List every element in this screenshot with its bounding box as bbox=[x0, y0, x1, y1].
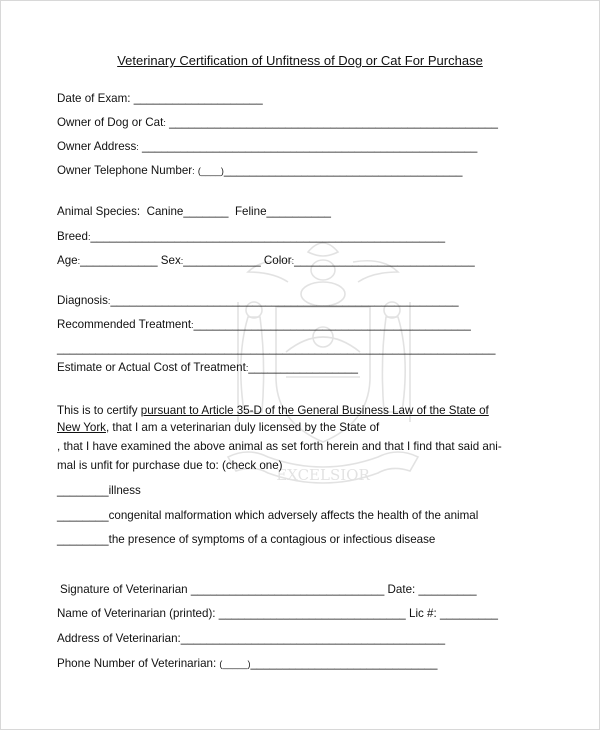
option-contagious-checkbox[interactable]: ________ bbox=[57, 533, 109, 546]
certification-line-4: mal is unfit for purchase due to: (check one) bbox=[57, 459, 283, 472]
option-contagious bbox=[57, 533, 435, 547]
sex-field[interactable]: ____________ bbox=[183, 254, 261, 267]
animal-species-label: Animal Species: bbox=[57, 205, 141, 218]
owner-address-label: Owner Address bbox=[57, 140, 137, 153]
signature-field[interactable]: ______________________________ bbox=[190, 583, 385, 596]
cost-label: Estimate or Actual Cost of Treatment bbox=[57, 361, 246, 374]
owner-phone-label: Owner Telephone Number bbox=[57, 164, 193, 177]
owner-address-row: Owner Address: ____________________________________________________ bbox=[57, 140, 478, 153]
treatment-line-2-field[interactable]: ____________________________________________________________________ bbox=[57, 342, 496, 355]
animal-species-row bbox=[57, 205, 331, 219]
owner-field[interactable]: ___________________________________________________ bbox=[169, 116, 498, 129]
option-congenital-label: congenital malformation which adversely affects the health of the animal bbox=[108, 509, 479, 522]
color-field[interactable]: ____________________________ bbox=[294, 254, 475, 267]
certification-line-2: New York, that I am a veterinarian duly licensed by the State of bbox=[57, 421, 380, 434]
owner-phone-row: Owner Telephone Number: (____)_____________________________________ bbox=[57, 164, 463, 177]
recommended-treatment-label: Recommended Treatment bbox=[57, 318, 192, 331]
vet-name-row bbox=[57, 607, 498, 621]
date-field[interactable]: _________ bbox=[418, 583, 477, 596]
owner-row: Owner of Dog or Cat: ___________________________________________________ bbox=[57, 116, 498, 129]
certification-line-3: , that I have examined the above animal as set forth herein and that I find that said ani- bbox=[57, 440, 502, 453]
diagnosis-label: Diagnosis bbox=[57, 294, 108, 307]
canine-label: Canine bbox=[146, 205, 184, 218]
license-label: Lic #: bbox=[409, 607, 437, 620]
vet-phone-field[interactable]: _____________________________ bbox=[250, 657, 438, 670]
recommended-treatment-row: Recommended Treatment:___________________________________________ bbox=[57, 318, 471, 331]
date-of-exam-label: Date of Exam: bbox=[57, 92, 131, 105]
age-sex-color-row: Age:____________ Sex:____________ Color:____________________________ bbox=[57, 254, 475, 267]
diagnosis-field[interactable]: ______________________________________________________ bbox=[110, 294, 459, 307]
owner-phone-area-code-field[interactable]: (____) bbox=[197, 166, 224, 176]
recommended-treatment-field[interactable]: ___________________________________________ bbox=[193, 318, 471, 331]
diagnosis-row: Diagnosis:______________________________________________________ bbox=[57, 294, 459, 307]
feline-label: Feline bbox=[234, 205, 267, 218]
feline-field[interactable]: __________ bbox=[266, 205, 331, 218]
state-reference: New York bbox=[57, 421, 106, 434]
treatment-line-2-row bbox=[57, 342, 495, 356]
vet-address-row bbox=[57, 632, 445, 646]
age-label: Age bbox=[57, 254, 78, 267]
vet-address-field[interactable]: _________________________________________ bbox=[180, 632, 446, 645]
vet-name-label: Name of Veterinarian (printed): bbox=[57, 607, 216, 620]
form-title: Veterinary Certification of Unfitness of Dog or Cat For Purchase bbox=[117, 53, 483, 68]
date-label: Date: bbox=[387, 583, 416, 596]
cost-field[interactable]: _________________ bbox=[248, 361, 358, 374]
svg-text:EXCELSIOR: EXCELSIOR bbox=[276, 466, 370, 484]
vet-name-field[interactable]: _____________________________ bbox=[218, 607, 406, 620]
article-reference: pursuant to Article 35-D of the General Business Law of the State of bbox=[140, 404, 489, 417]
signature-row bbox=[60, 583, 477, 597]
option-illness bbox=[57, 484, 141, 498]
date-of-exam-field[interactable]: ____________________ bbox=[133, 92, 263, 105]
color-label: Color bbox=[263, 254, 292, 267]
option-contagious-label: the presence of symptoms of a contagious or infectious disease bbox=[108, 533, 436, 546]
vet-phone-label: Phone Number of Veterinarian: bbox=[57, 657, 217, 670]
option-congenital-checkbox[interactable]: ________ bbox=[57, 509, 109, 522]
vet-phone-row bbox=[57, 657, 437, 671]
date-of-exam-row bbox=[57, 92, 263, 106]
canine-field[interactable]: _______ bbox=[183, 205, 229, 218]
breed-label: Breed bbox=[57, 230, 88, 243]
vet-address-label: Address of Veterinarian: bbox=[57, 632, 181, 645]
vet-phone-area-code-field[interactable]: (_____) bbox=[219, 659, 251, 669]
age-field[interactable]: ____________ bbox=[80, 254, 158, 267]
certification-line-1: This is to certify pursuant to Article 35-D of the General Business Law of the State of bbox=[57, 404, 489, 417]
option-illness-label: illness bbox=[108, 484, 141, 497]
signature-label: Signature of Veterinarian bbox=[60, 583, 188, 596]
owner-address-field[interactable]: ____________________________________________________ bbox=[142, 140, 478, 153]
license-field[interactable]: _________ bbox=[439, 607, 498, 620]
sex-label: Sex bbox=[160, 254, 181, 267]
cost-row: Estimate or Actual Cost of Treatment:_________________ bbox=[57, 361, 358, 374]
option-congenital bbox=[57, 509, 478, 523]
owner-phone-field[interactable]: _____________________________________ bbox=[223, 164, 463, 177]
breed-field[interactable]: _______________________________________________________ bbox=[90, 230, 446, 243]
owner-label: Owner of Dog or Cat bbox=[57, 116, 164, 129]
breed-row: Breed:_______________________________________________________ bbox=[57, 230, 446, 243]
option-illness-checkbox[interactable]: ________ bbox=[57, 484, 109, 497]
